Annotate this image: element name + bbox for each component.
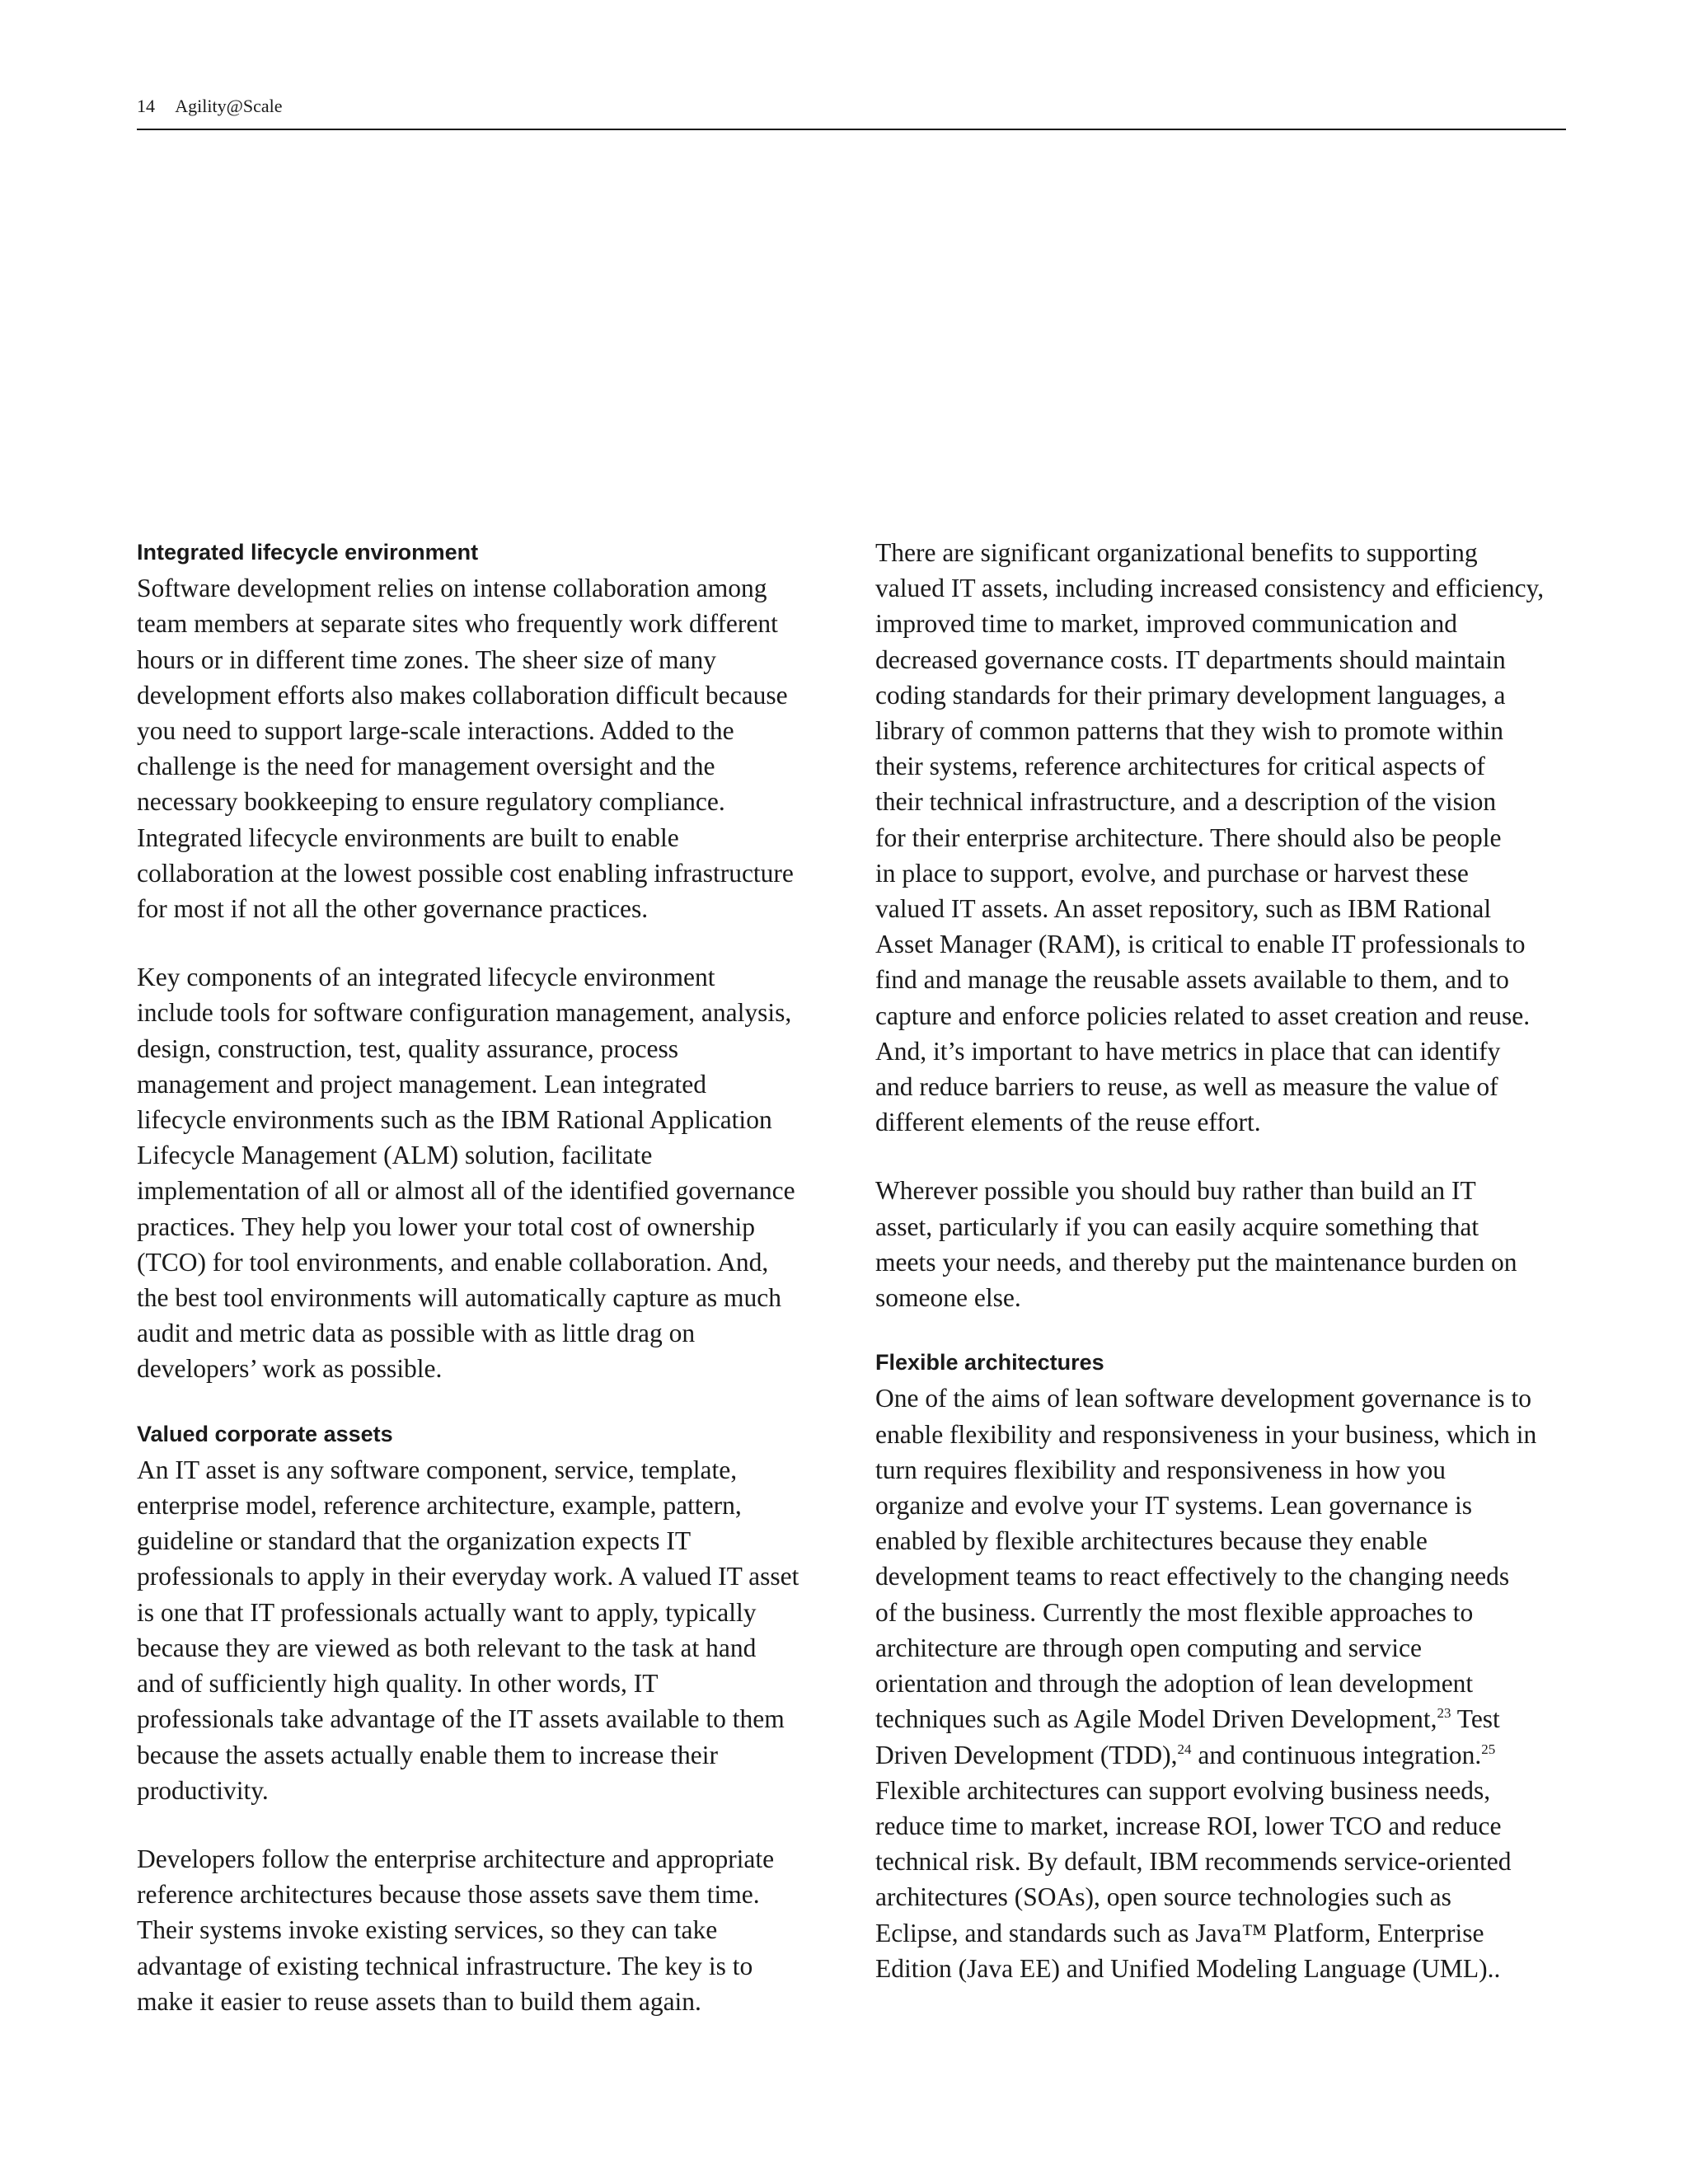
text-line: (TCO) for tool environments, and enable collaboration. And, (137, 1247, 769, 1277)
text-line: someone else. (875, 1283, 1021, 1313)
text-line: valued IT assets, including increased consistency and efficiency, (875, 574, 1545, 603)
text-line: enterprise model, reference architecture, example, pattern, (137, 1491, 742, 1521)
text-line: Developers follow the enterprise architecture and appropriate (137, 1844, 775, 1873)
text-line: management and project management. Lean integrated (137, 1069, 706, 1099)
text-line: and reduce barriers to reuse, as well as measure the value of (875, 1072, 1498, 1102)
text-line: valued IT assets. An asset repository, such as IBM Rational (875, 894, 1492, 924)
text-line: guideline or standard that the organization expects IT (137, 1526, 692, 1556)
text-line: team members at separate sites who frequently work different (137, 609, 778, 639)
text-line: improved time to market, improved communication and (875, 609, 1457, 639)
section-heading-valued-assets: Valued corporate assets (137, 1421, 393, 1446)
text-line: implementation of all or almost all of the identified governance (137, 1176, 795, 1206)
text-line: coding standards for their primary development languages, a (875, 680, 1506, 710)
text-line: of the business. Currently the most flexible approaches to (875, 1597, 1474, 1627)
text-line: practices. They help you lower your total cost of ownership (137, 1212, 755, 1241)
text-line: is one that IT professionals actually want to apply, typically (137, 1597, 757, 1627)
text-line: There are significant organizational benefits to supporting (875, 538, 1478, 567)
paragraph (875, 1173, 1576, 1315)
text-line: challenge is the need for management oversight and the (137, 752, 715, 781)
text-line: Wherever possible you should buy rather than build an IT (875, 1176, 1476, 1206)
text-line: And, it’s important to have metrics in place that can identify (875, 1036, 1501, 1066)
paragraph-flexible-architectures (875, 1380, 1576, 1985)
text-line: architecture are through open computing and service (875, 1633, 1422, 1662)
text-line: the best tool environments will automatically capture as much (137, 1283, 782, 1313)
text-line: development efforts also makes collaboration difficult because (137, 680, 788, 710)
text-line: for most if not all the other governance practices. (137, 894, 649, 924)
text-line: enabled by flexible architectures because they enable (875, 1526, 1428, 1556)
text-line: for their enterprise architecture. There should also be people (875, 823, 1502, 852)
text-line: Lifecycle Management (ALM) solution, facilitate (137, 1141, 653, 1170)
paragraph (875, 535, 1576, 1140)
text-line: professionals take advantage of the IT assets available to them (137, 1704, 785, 1734)
text-line: make it easier to reuse assets than to build them again. (137, 1986, 701, 2016)
text-line: meets your needs, and thereby put the maintenance burden on (875, 1247, 1517, 1277)
text-line: Asset Manager (RAM), is critical to enable IT professionals to (875, 930, 1526, 959)
footnote-ref[interactable]: 24 (1177, 1741, 1192, 1757)
text-line: organize and evolve your IT systems. Lean governance is (875, 1491, 1472, 1521)
text-line: Edition (Java EE) and Unified Modeling Language (UML).. (875, 1953, 1501, 1983)
text-line: because they are viewed as both relevant to the task at hand (137, 1633, 757, 1662)
text-line: architectures (SOAs), open source technologies such as (875, 1882, 1451, 1912)
text-line: Driven Development (TDD),$^{24}$ and continuous integration.$^{25}$ (875, 1740, 1496, 1769)
text-line: reference architectures because those assets save them time. (137, 1880, 760, 1910)
text-line: turn requires flexibility and responsiveness in how you (875, 1455, 1447, 1484)
text-line: different elements of the reuse effort. (875, 1108, 1261, 1137)
text-line: Integrated lifecycle environments are built to enable (137, 823, 679, 852)
text-line: library of common patterns that they wish to promote within (875, 716, 1503, 746)
text-line: in place to support, evolve, and purchase or harvest these (875, 858, 1469, 888)
section-heading-flexible-architectures: Flexible architectures (875, 1350, 1104, 1376)
footnote-ref[interactable]: 23 (1437, 1705, 1451, 1722)
text-line: techniques such as Agile Model Driven Development,$^{23}$ Test (875, 1704, 1500, 1734)
text-line: development teams to react effectively to the changing needs (875, 1562, 1510, 1591)
text-line: professionals to apply in their everyday work. A valued IT asset (137, 1562, 799, 1591)
text-line: asset, particularly if you can easily acquire something that (875, 1212, 1479, 1241)
text-line: you need to support large-scale interactions. Added to the (137, 716, 734, 746)
text-line: find and manage the reusable assets available to them, and to (875, 965, 1509, 995)
text-line: and of sufficiently high quality. In other words, IT (137, 1669, 659, 1699)
text-line: enable flexibility and responsiveness in your business, which in (875, 1419, 1537, 1449)
text-line: include tools for software configuration management, analysis, (137, 998, 792, 1028)
text-line: An IT asset is any software component, service, template, (137, 1455, 738, 1484)
text-line: decreased governance costs. IT departments should maintain (875, 644, 1506, 674)
text-line: their systems, reference architectures for critical aspects of (875, 752, 1485, 781)
running-header (137, 92, 1566, 130)
paragraph (137, 570, 837, 926)
text-line: capture and enforce policies related to asset creation and reuse. (875, 1001, 1531, 1030)
paragraph (137, 1841, 837, 2019)
section-heading-integrated-lifecycle: Integrated lifecycle environment (137, 540, 479, 565)
right-column (875, 535, 1576, 1986)
text-line: audit and metric data as possible with as little drag on (137, 1319, 696, 1348)
text-line: their technical infrastructure, and a description of the vision (875, 787, 1497, 817)
paragraph (137, 1452, 837, 1808)
text-line: technical risk. By default, IBM recommends service-oriented (875, 1847, 1512, 1877)
text-line: advantage of existing technical infrastructure. The key is to (137, 1951, 753, 1980)
text-line: lifecycle environments such as the IBM Rational Application (137, 1105, 772, 1135)
text-line: because the assets actually enable them to increase their (137, 1740, 718, 1769)
publication-title: Agility@Scale (175, 96, 283, 116)
text-line: reduce time to market, increase ROI, lower TCO and reduce (875, 1811, 1502, 1840)
paragraph (137, 959, 837, 1386)
text-line: Flexible architectures can support evolving business needs, (875, 1775, 1491, 1805)
text-line: productivity. (137, 1775, 269, 1805)
page-number: 14 (137, 96, 155, 116)
text-line: hours or in different time zones. The sheer size of many (137, 644, 716, 674)
left-column (137, 535, 837, 2019)
text-line: Their systems invoke existing services, so they can take (137, 1915, 718, 1945)
text-line: Key components of an integrated lifecycle environment (137, 963, 715, 992)
text-line: orientation and through the adoption of lean development (875, 1669, 1474, 1699)
text-line: Eclipse, and standards such as Java™ Platform, Enterprise (875, 1918, 1484, 1947)
text-line: design, construction, test, quality assurance, process (137, 1033, 678, 1063)
text-line: Software development relies on intense collaboration among (137, 574, 767, 603)
text-line: collaboration at the lowest possible cost enabling infrastructure (137, 858, 794, 888)
text-line: One of the aims of lean software development governance is to (875, 1384, 1531, 1413)
text-line: developers’ work as possible. (137, 1354, 443, 1384)
footnote-ref[interactable]: 25 (1481, 1741, 1496, 1757)
text-line: necessary bookkeeping to ensure regulatory compliance. (137, 787, 725, 817)
